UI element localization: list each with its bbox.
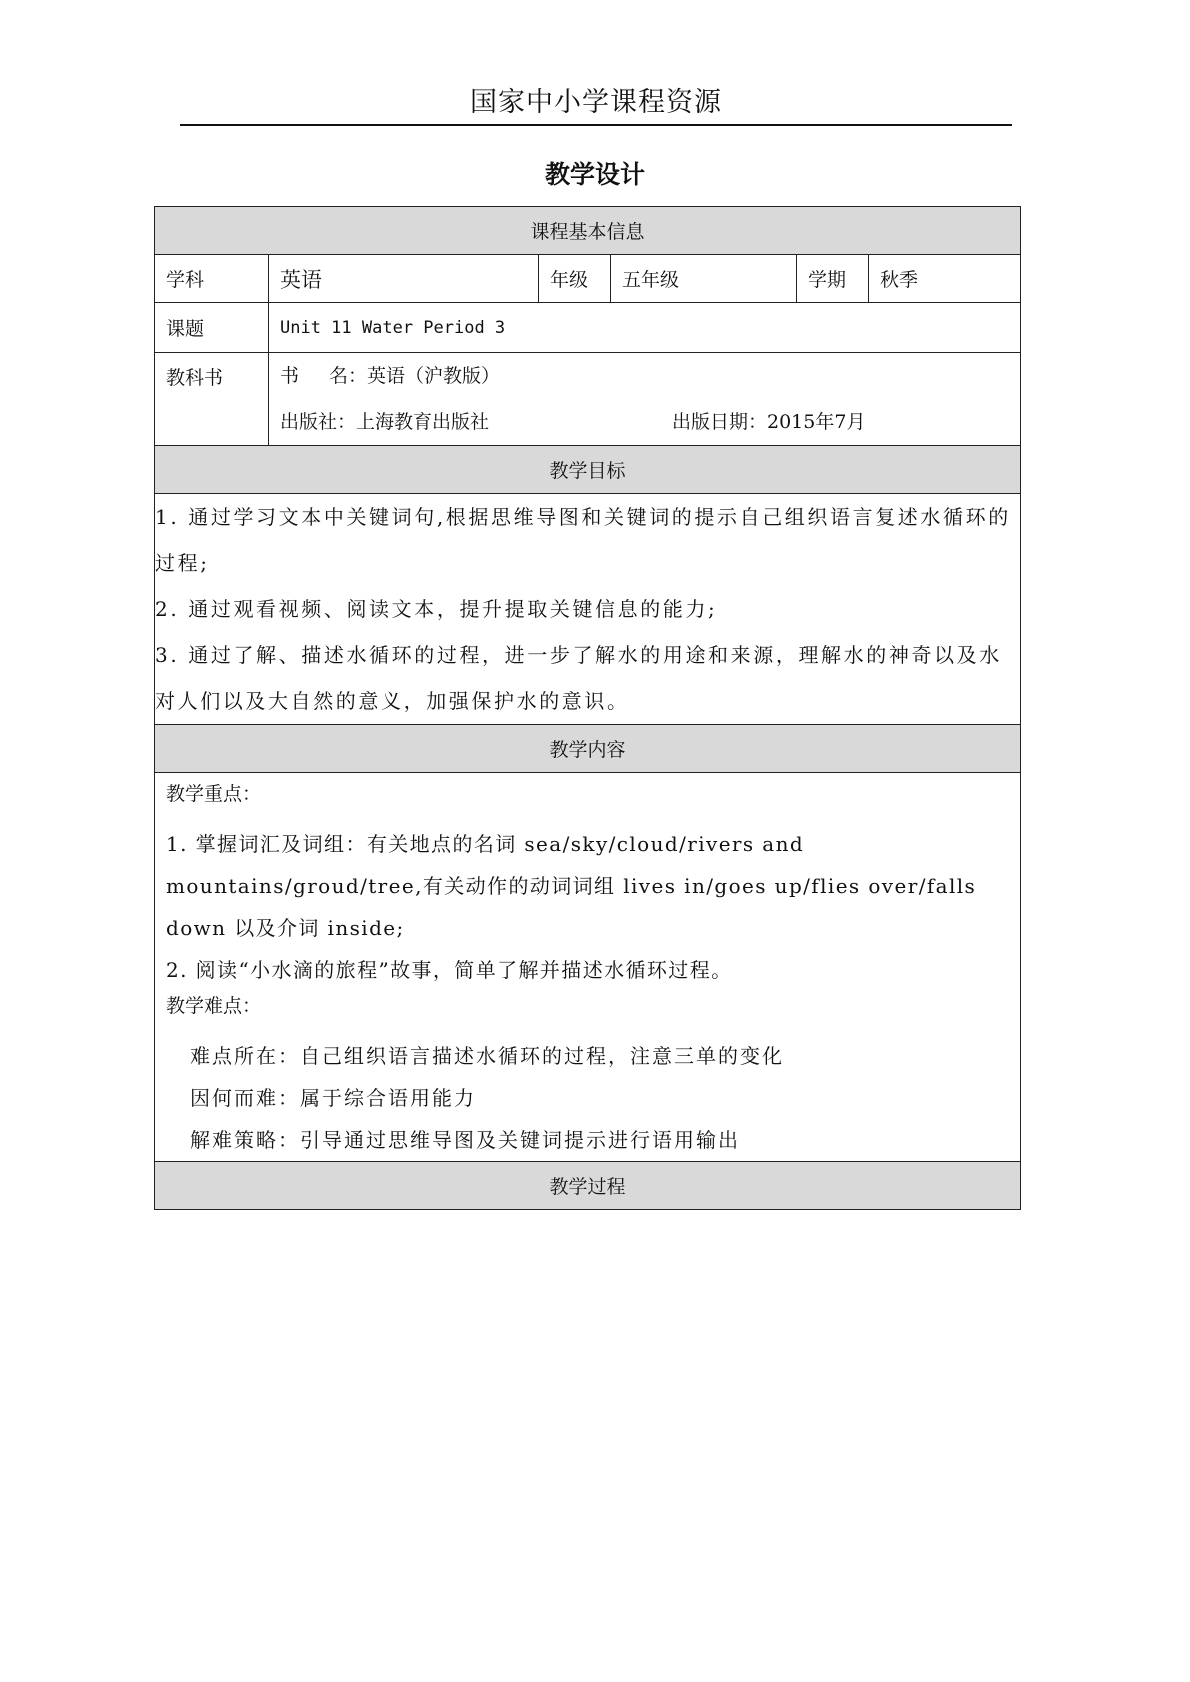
key-point-item: 2. 阅读“小水滴的旅程”故事，简单了解并描述水循环过程。 (166, 958, 733, 982)
topic-label: 课题 (155, 303, 269, 353)
difficulties-label: 教学难点： (166, 995, 262, 1017)
grade-label: 年级 (539, 255, 611, 303)
publisher-line (280, 399, 1020, 445)
topic-row (155, 303, 1021, 353)
basic-info-header-row (155, 207, 1021, 255)
term-value: 秋季 (869, 255, 1021, 303)
objectives-row (155, 494, 1021, 725)
grade-value: 五年级 (611, 255, 797, 303)
book-name-value: 英语（沪教版） (367, 365, 501, 387)
basic-info-section-title: 课程基本信息 (155, 207, 1021, 255)
key-points-label: 教学重点： (166, 783, 262, 805)
publisher-text: 出版社：上海教育出版社 (280, 411, 490, 433)
term-label: 学期 (797, 255, 869, 303)
page-header (180, 84, 1012, 126)
process-header-row (155, 1162, 1021, 1210)
document-title: 教学设计 (544, 160, 645, 189)
source-title: 国家中小学课程资源 (470, 87, 722, 118)
content-header-row (155, 725, 1021, 773)
difficulty-item: 因何而难：属于综合语用能力 (190, 1086, 476, 1110)
process-section-title: 教学过程 (155, 1162, 1021, 1210)
lesson-plan-table (154, 206, 1021, 1210)
subject-value: 英语 (269, 255, 539, 303)
content-row (155, 773, 1021, 1162)
textbook-label: 教科书 (155, 353, 269, 446)
book-name-line (280, 353, 1020, 399)
difficulty-item: 解难策略：引导通过思维导图及关键词提示进行语用输出 (190, 1128, 740, 1152)
objective-item: 1. 通过学习文本中关键词句,根据思维导图和关键词的提示自己组织语言复述水循环的过程; (155, 505, 1011, 575)
content-section-title: 教学内容 (155, 725, 1021, 773)
objective-item: 3. 通过了解、描述水循环的过程，进一步了解水的用途和来源，理解水的神奇以及水对人们以及大自然的意义，加强保护水的意识。 (155, 643, 1002, 713)
book-name-label: 书 (280, 365, 300, 387)
textbook-row (155, 353, 1021, 446)
objectives-header-row (155, 446, 1021, 494)
objective-item: 2. 通过观看视频、阅读文本，提升提取关键信息的能力; (155, 597, 718, 621)
publish-date: 出版日期：2015年7月 (672, 411, 866, 433)
objectives-section-title: 教学目标 (155, 446, 1021, 494)
subject-label: 学科 (155, 255, 269, 303)
topic-value: Unit 11 Water Period 3 (269, 303, 1021, 353)
difficulty-item: 难点所在：自己组织语言描述水循环的过程，注意三单的变化 (190, 1044, 784, 1068)
key-point-item: 1. 掌握词汇及词组：有关地点的名词 sea/sky/cloud/rivers and mountains/groud/tree,有关动作的动词词组 lives in/goes up/flies over/falls down 以及介词 inside; (166, 832, 977, 940)
textbook-details (269, 353, 1021, 446)
book-name-label-suffix: 名： (329, 365, 368, 387)
subject-row (155, 255, 1021, 303)
content-body (155, 773, 1021, 1162)
objectives-list (155, 494, 1021, 725)
